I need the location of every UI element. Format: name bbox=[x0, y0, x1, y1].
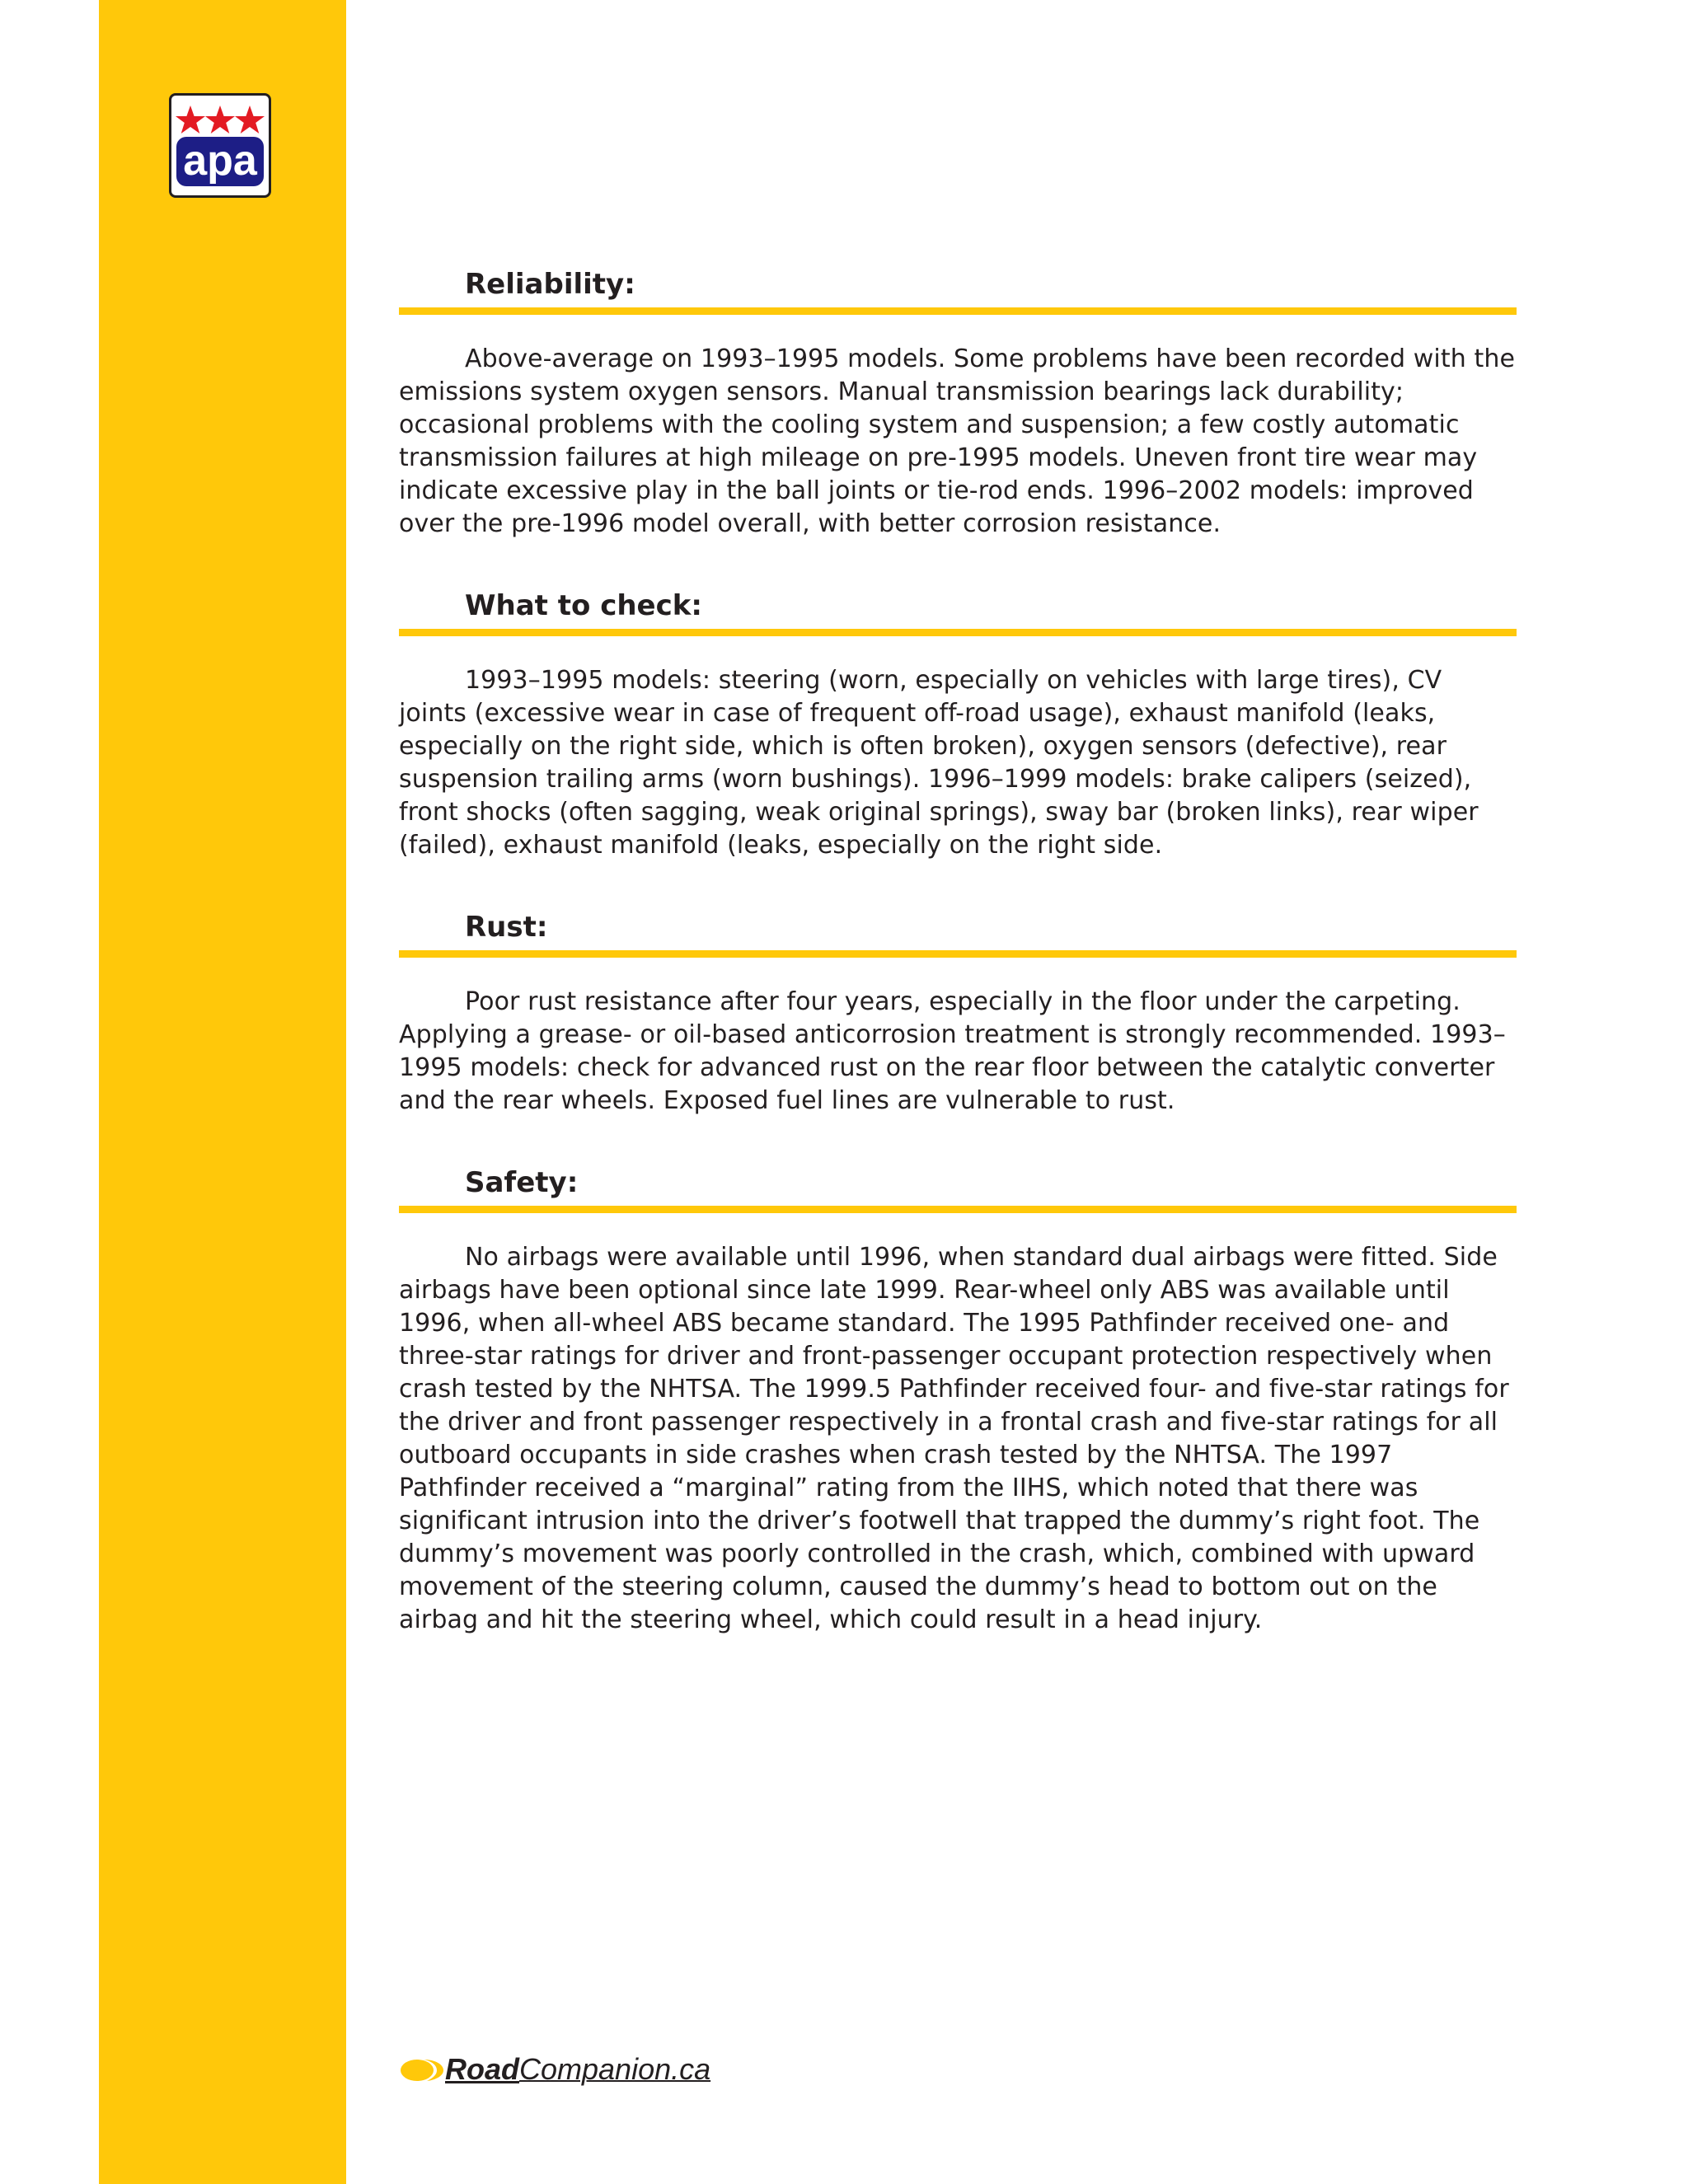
apa-logo bbox=[169, 93, 271, 198]
section-header bbox=[399, 1160, 1517, 1213]
section-body: No airbags were available until 1996, when standard dual airbags were fitted. Side airbags have been optional since late 1999. Rear-wheel only ABS was available until 1996, when all-wheel ABS became standard. The 1995 Pathfinder received one- and three-star ratings for driver and front-passenger occupant protection respectively when crash tested by the NHTSA. The 1999.5 Pathfinder received four- and five-star ratings for the driver and front passenger respectively in a frontal crash and five-star ratings for all outboard occupants in side crashes when crash tested by the NHTSA. The 1997 Pathfinder received a “marginal” rating from the IIHS, which noted that there was significant intrusion into the driver’s footwell that trapped the dummy’s right foot. The dummy’s movement was poorly controlled in the crash, which, combined with upward movement of the steering column, caused the dummy’s head to bottom out on the airbag and hit the steering wheel, which could result in a head injury. bbox=[399, 1243, 1509, 1634]
sidebar-accent-band bbox=[99, 0, 346, 2184]
apa-logo-text: apa bbox=[183, 137, 257, 185]
section-body: Above-average on 1993–1995 models. Some problems have been recorded with the emissions system oxygen sensors. Manual transmission bearings lack durability; occasional problems with the cooling system and suspension; a few costly automatic transmission failures at high mileage on pre-1995 models. Uneven front tire wear may indicate excessive play in the ball joints or tie-rod ends. 1996–2002 models: improved over the pre-1996 model overall, with better corrosion resistance. bbox=[399, 344, 1516, 538]
section-title: Safety: bbox=[465, 1166, 579, 1199]
section-what-to-check bbox=[399, 583, 1517, 862]
section-body: 1993–1995 models: steering (worn, especially on vehicles with large tires), CV joints (excessive wear in case of frequent off-road usage), exhaust manifold (leaks, especially on the right side, which is often broken), oxygen sensors (defective), rear suspension trailing arms (worn bushings). 1996–1999 models: brake calipers (seized), front shocks (often sagging, weak original springs), sway bar (broken links), rear wiper (failed), exhaust manifold (leaks, especially on the right side. bbox=[399, 666, 1479, 860]
section-title: Rust: bbox=[465, 911, 548, 944]
section-header bbox=[399, 262, 1517, 315]
road-companion-wordmark bbox=[445, 2051, 710, 2088]
section-reliability bbox=[399, 262, 1517, 541]
wordmark-bold: Road bbox=[445, 2051, 519, 2086]
section-safety bbox=[399, 1160, 1517, 1637]
main-content bbox=[399, 262, 1517, 1680]
road-companion-logo bbox=[399, 2049, 710, 2090]
section-header bbox=[399, 905, 1517, 958]
section-header bbox=[399, 583, 1517, 636]
apa-logo-icon bbox=[171, 96, 269, 195]
section-rust bbox=[399, 905, 1517, 1118]
road-companion-swoosh-icon bbox=[399, 2055, 445, 2084]
section-body: Poor rust resistance after four years, especially in the floor under the carpeting. Applying a grease- or oil-based anticorrosion treatment is strongly recommended. 1993–1995 models: check for advanced rust on the rear floor between the catalytic converter and the rear wheels. Exposed fuel lines are vulnerable to rust. bbox=[399, 987, 1506, 1115]
wordmark-rest: Companion.ca bbox=[519, 2051, 711, 2086]
section-title: What to check: bbox=[465, 589, 702, 622]
section-title: Reliability: bbox=[465, 268, 635, 301]
